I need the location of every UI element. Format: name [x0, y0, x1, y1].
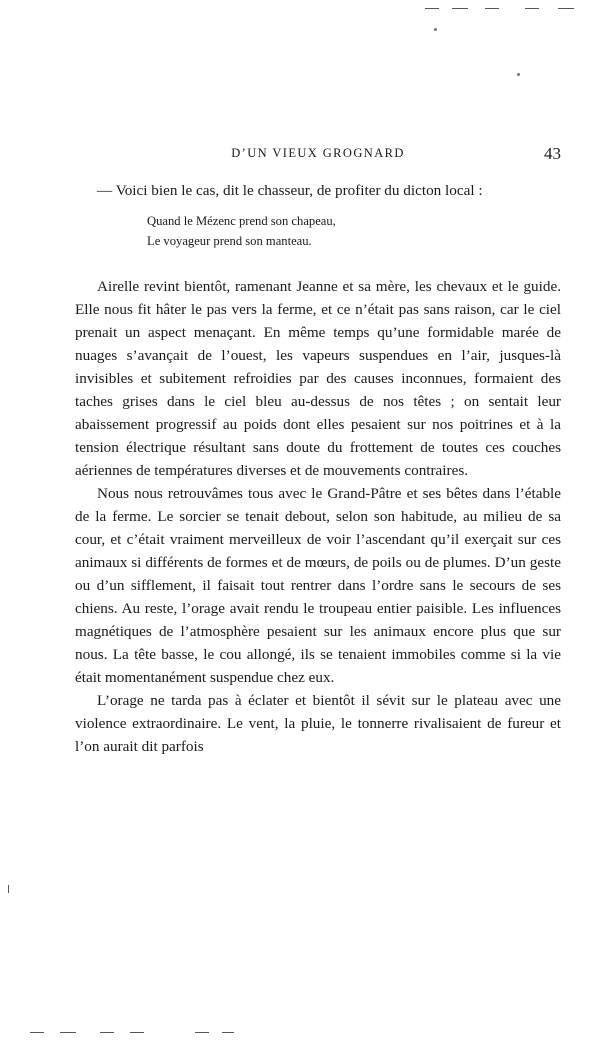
verse-quote	[75, 211, 561, 251]
page-number: 43	[544, 144, 561, 163]
scan-mark-top	[525, 8, 539, 9]
scan-mark-bottom	[195, 1032, 209, 1033]
scan-mark-top	[425, 8, 439, 9]
scan-mark-bottom	[130, 1032, 144, 1033]
paragraph: Airelle revint bientôt, ramenant Jeanne et sa mère, les chevaux et le guide. Elle nous fit hâter le pas vers la ferme, et ce n’était pas sans raison, car le ciel prenait un aspect menaçant. En même temps qu’une formidable marée de nuages s’avançait de l’ouest, les vapeurs suspendues en l’air, jusques-là invisibles et subitement refroidies par des causes inconnues, formaient des taches grises dans le ciel bleu au-dessus de nos têtes ; on sentait leur abaissement progressif au poids dont elles pesaient sur nos poitrines et à la tension électrique résultant sans doute du frottement de toutes ces couches aériennes de températures diverses et de mouvements contraires.	[75, 278, 561, 479]
scan-speck	[434, 28, 437, 31]
scan-speck	[517, 73, 520, 76]
scan-mark-bottom	[222, 1032, 234, 1033]
scan-mark-bottom	[60, 1032, 76, 1033]
scan-mark-left	[8, 885, 9, 893]
paragraph: L’orage ne tarda pas à éclater et bientôt il sévit sur le plateau avec une violence extraordinaire. Le vent, la pluie, le tonnerre rivalisaient de fureur et l’on aurait dit parfois	[75, 692, 561, 755]
verse-line: Quand le Mézenc prend son chapeau,	[147, 214, 336, 228]
running-head	[75, 146, 561, 166]
text-block	[75, 179, 561, 758]
paragraph: Nous nous retrouvâmes tous avec le Grand-Pâtre et ses bêtes dans l’étable de la ferme. Le sorcier se tenait debout, selon son habitude, au milieu de sa cour, et c’était vraiment merveilleux de voir l’ascendant qu’il exerçait sur ces animaux si différents de formes et de mœurs, de poils ou de plumes. D’un geste ou d’un sifflement, il faisait tout rentrer dans l’ordre sans le secours de ses chiens. Au reste, l’orage avait rendu le troupeau entier paisible. Les influences magnétiques de l’atmosphère pesaient sur les animaux encore plus que sur nous. La tête basse, le cou allongé, ils se tenaient immobiles comme si la vie était momentanément suspendue chez eux.	[75, 485, 561, 686]
running-title: D’UN VIEUX GROGNARD	[231, 146, 405, 160]
scan-mark-top	[485, 8, 499, 9]
scan-mark-top	[452, 8, 468, 9]
scan-mark-bottom	[100, 1032, 114, 1033]
paragraph: — Voici bien le cas, dit le chasseur, de profiter du dicton local :	[97, 182, 483, 199]
scan-mark-bottom	[30, 1032, 44, 1033]
scan-mark-top	[558, 8, 574, 9]
verse-line: Le voyageur prend son manteau.	[147, 234, 312, 248]
